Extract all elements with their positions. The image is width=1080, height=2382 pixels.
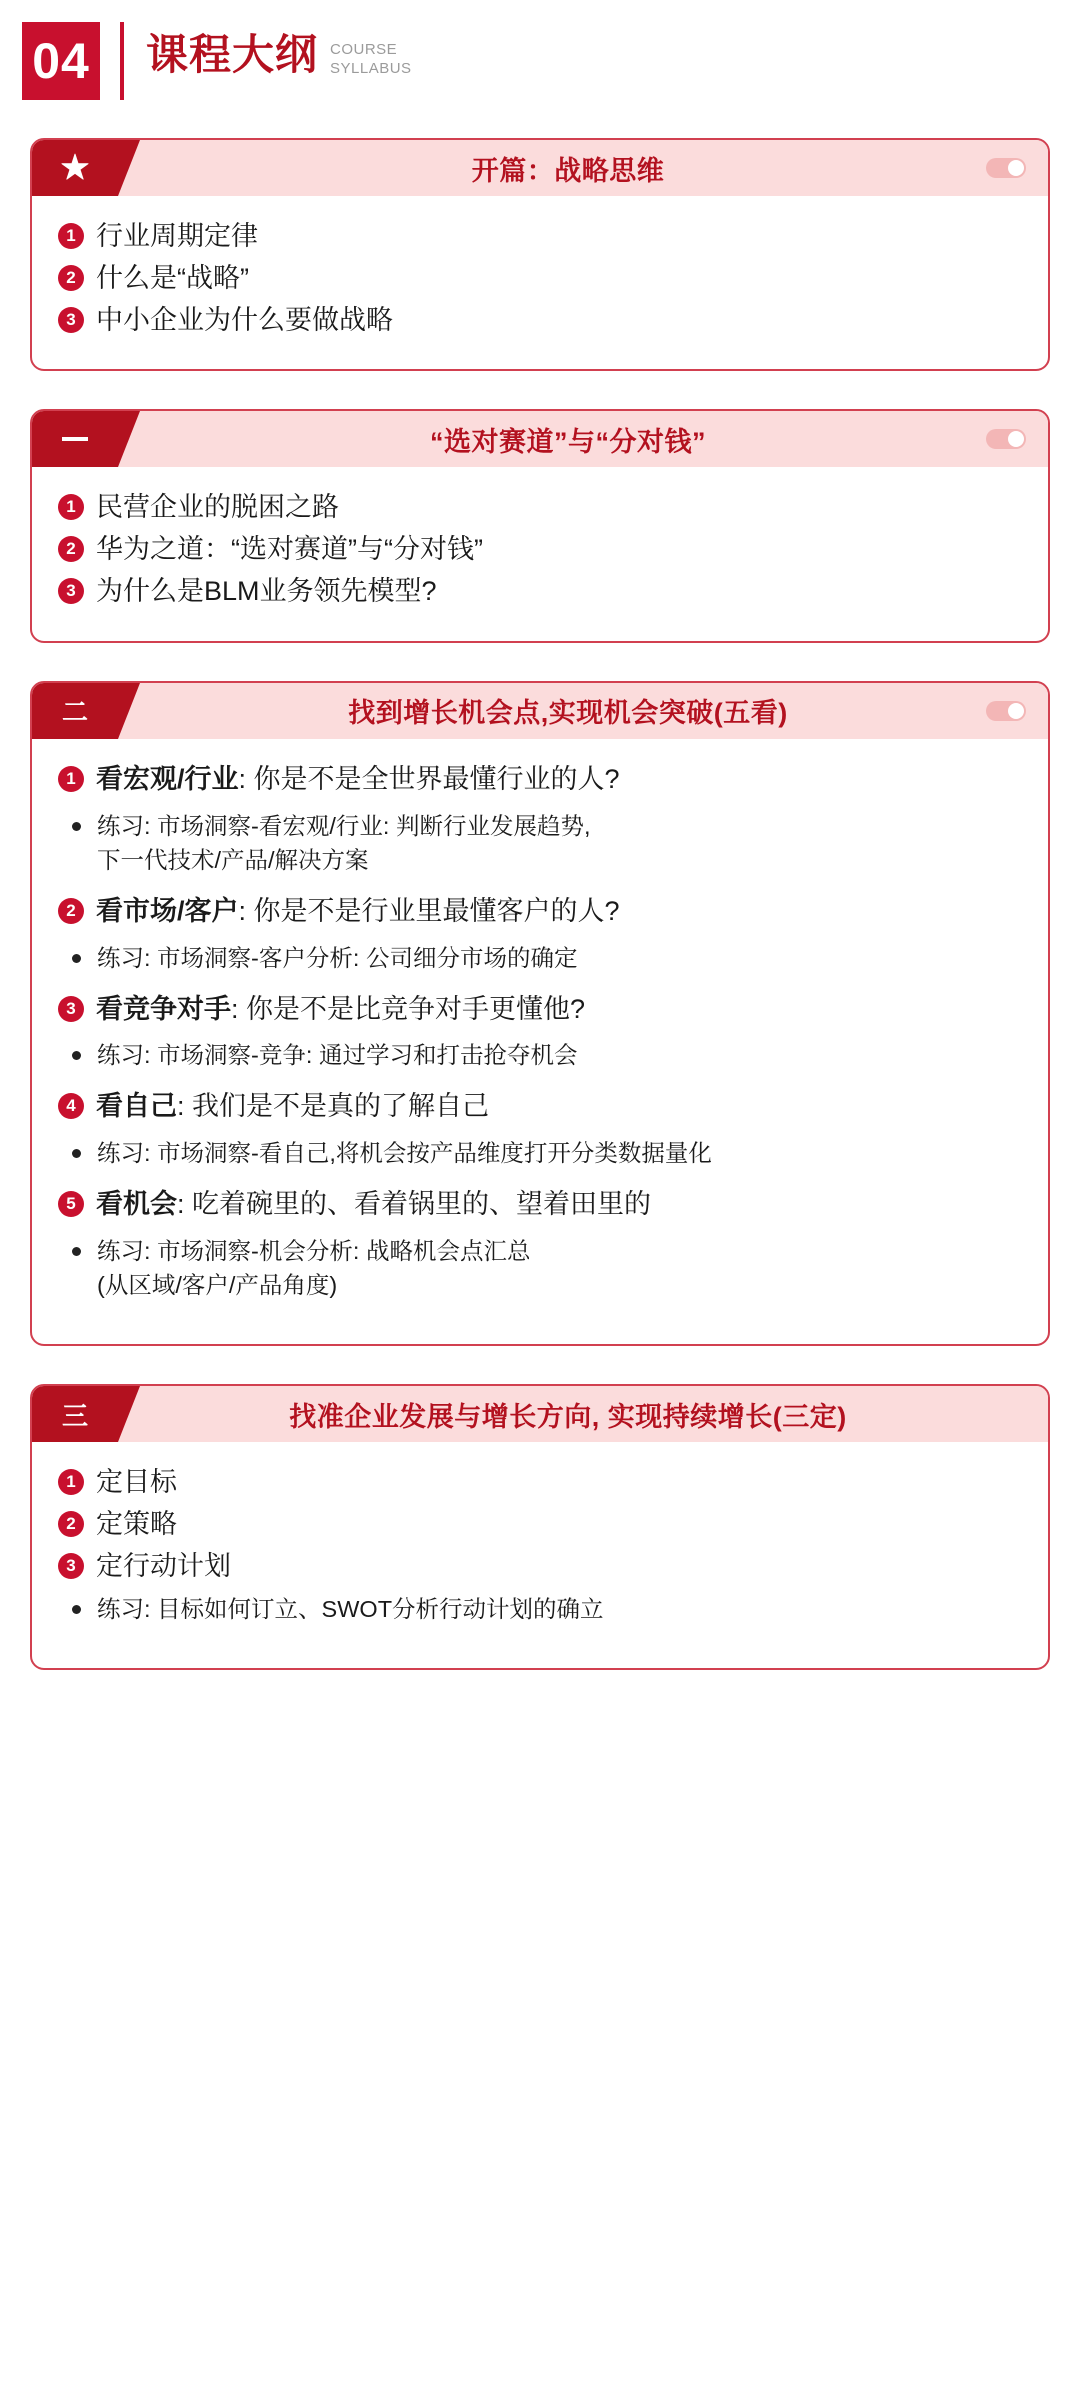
list-item bbox=[58, 893, 1022, 931]
section-body bbox=[32, 1442, 1048, 1667]
toggle-knob bbox=[1008, 703, 1024, 719]
item-number: 1 bbox=[58, 223, 84, 249]
page-header bbox=[0, 0, 1080, 100]
syllabus-section[interactable] bbox=[30, 138, 1050, 371]
section-tag bbox=[32, 411, 118, 467]
item-number: 2 bbox=[58, 536, 84, 562]
section-body bbox=[32, 739, 1048, 1344]
sub-list-item bbox=[62, 1136, 1022, 1170]
sub-item-line1: 练习: 市场洞察-机会分析: 战略机会点汇总 bbox=[97, 1238, 531, 1265]
item-number: 2 bbox=[58, 898, 84, 924]
list-item bbox=[58, 489, 1022, 527]
section-tag-label: 三 bbox=[61, 1400, 88, 1431]
item-label: 民营企业的脱困之路 bbox=[96, 492, 339, 523]
section-toggle[interactable] bbox=[986, 701, 1026, 721]
item-label: 中小企业为什么要做战略 bbox=[96, 304, 393, 335]
section-title: “选对赛道”与“分对钱” bbox=[430, 426, 706, 457]
section-toggle[interactable] bbox=[986, 429, 1026, 449]
toggle-knob bbox=[1008, 160, 1024, 176]
item-lead: 看宏观/行业 bbox=[96, 763, 239, 794]
list-item bbox=[58, 573, 1022, 611]
list-item bbox=[58, 1088, 1022, 1126]
list-item bbox=[58, 1506, 1022, 1544]
list-item bbox=[58, 260, 1022, 298]
sub-item-line2: (从区域/客户/产品角度) bbox=[97, 1272, 338, 1299]
item-label: 定目标 bbox=[96, 1467, 177, 1498]
syllabus-section[interactable] bbox=[30, 409, 1050, 642]
sub-list-item bbox=[62, 1592, 1022, 1626]
list-item bbox=[58, 531, 1022, 569]
item-label: 行业周期定律 bbox=[96, 221, 258, 251]
item-label: 定策略 bbox=[96, 1509, 177, 1539]
page-title: 课程大纲 bbox=[146, 31, 319, 78]
list-item bbox=[58, 1548, 1022, 1586]
bullet-icon bbox=[72, 1149, 81, 1158]
syllabus-list bbox=[0, 100, 1080, 1748]
section-body bbox=[32, 196, 1048, 369]
syllabus-section[interactable] bbox=[30, 681, 1050, 1346]
bullet-icon bbox=[72, 1605, 81, 1614]
item-number: 1 bbox=[58, 766, 84, 792]
item-rest: : 你是不是全世界最懂行业的人? bbox=[238, 763, 620, 794]
sub-item-label: 练习: 市场洞察-客户分析: 公司细分市场的确定 bbox=[97, 944, 578, 971]
list-item bbox=[58, 991, 1022, 1029]
syllabus-section[interactable] bbox=[30, 1384, 1050, 1669]
section-body bbox=[32, 467, 1048, 640]
section-title: 找到增长机会点,实现机会突破(五看) bbox=[348, 698, 788, 729]
item-label bbox=[96, 1186, 651, 1224]
section-tag bbox=[32, 683, 118, 739]
item-number: 3 bbox=[58, 578, 84, 604]
item-number: 1 bbox=[58, 494, 84, 520]
sub-item-line2: 下一代技术/产品/解决方案 bbox=[97, 846, 369, 873]
section-title: 找准企业发展与增长方向, 实现持续增长(三定) bbox=[289, 1401, 847, 1432]
item-rest: : 吃着碗里的、看着锅里的、望着田里的 bbox=[177, 1189, 652, 1220]
item-number: 3 bbox=[58, 996, 84, 1022]
section-header[interactable] bbox=[32, 1386, 1048, 1442]
item-rest: : 我们是不是真的了解自己 bbox=[177, 1091, 490, 1122]
bullet-icon bbox=[72, 1051, 81, 1060]
item-rest: : 你是不是行业里最懂客户的人? bbox=[238, 895, 620, 926]
bullet-icon bbox=[72, 954, 81, 963]
bullet-icon bbox=[72, 1247, 81, 1256]
list-item bbox=[58, 1464, 1022, 1502]
item-label: 什么是“战略” bbox=[96, 262, 249, 293]
item-number: 2 bbox=[58, 265, 84, 291]
section-header[interactable] bbox=[32, 683, 1048, 739]
sub-list-item bbox=[62, 1038, 1022, 1072]
bullet-icon bbox=[72, 822, 81, 831]
list-item bbox=[58, 1186, 1022, 1224]
item-number: 3 bbox=[58, 307, 84, 333]
section-number-badge: 04 bbox=[22, 22, 100, 100]
sub-item-label bbox=[97, 1234, 530, 1302]
section-tag-label: 二 bbox=[61, 697, 88, 728]
section-header[interactable] bbox=[32, 411, 1048, 467]
section-title: 开篇：战略思维 bbox=[471, 155, 665, 186]
item-lead: 看机会 bbox=[96, 1189, 177, 1220]
item-number: 4 bbox=[58, 1093, 84, 1119]
sub-item-label: 练习: 市场洞察-看自己,将机会按产品维度打开分类数据量化 bbox=[97, 1140, 712, 1167]
page-title-english bbox=[330, 32, 412, 79]
item-label bbox=[96, 1088, 489, 1126]
page-title-english-line2: SYLLABUS bbox=[330, 59, 412, 77]
header-divider bbox=[120, 22, 124, 100]
item-rest: : 你是不是比竞争对手更懂他? bbox=[231, 993, 586, 1024]
section-tag bbox=[32, 1386, 118, 1442]
section-header[interactable] bbox=[32, 140, 1048, 196]
item-lead: 看竞争对手 bbox=[96, 993, 231, 1024]
item-number: 2 bbox=[58, 1511, 84, 1537]
item-label bbox=[96, 893, 620, 931]
sub-item-label: 练习: 目标如何订立、SWOT分析行动计划的确立 bbox=[97, 1595, 604, 1622]
list-item bbox=[58, 218, 1022, 256]
item-lead: 看自己 bbox=[96, 1091, 177, 1122]
sub-item-label bbox=[97, 809, 591, 877]
star-icon: ★ bbox=[60, 152, 89, 183]
section-toggle[interactable] bbox=[986, 158, 1026, 178]
item-label bbox=[96, 991, 585, 1029]
dash-icon bbox=[62, 437, 88, 441]
sub-item-label: 练习: 市场洞察-竞争: 通过学习和打击抢夺机会 bbox=[97, 1042, 578, 1069]
item-number: 5 bbox=[58, 1191, 84, 1217]
sub-list-item bbox=[62, 1234, 1022, 1302]
item-label: 为什么是BLM业务领先模型? bbox=[96, 575, 437, 606]
item-label bbox=[96, 761, 620, 799]
list-item bbox=[58, 302, 1022, 340]
item-number: 3 bbox=[58, 1553, 84, 1579]
toggle-knob bbox=[1008, 431, 1024, 447]
item-label: 华为之道：“选对赛道”与“分对钱” bbox=[96, 534, 483, 565]
section-tag bbox=[32, 140, 118, 196]
item-label: 定行动计划 bbox=[96, 1550, 231, 1581]
list-item bbox=[58, 761, 1022, 799]
header-text bbox=[146, 22, 412, 79]
sub-list-item bbox=[62, 809, 1022, 877]
item-lead: 看市场/客户 bbox=[96, 895, 239, 926]
sub-list-item bbox=[62, 941, 1022, 975]
page-title-english-line1: COURSE bbox=[330, 41, 398, 58]
sub-item-line1: 练习: 市场洞察-看宏观/行业: 判断行业发展趋势, bbox=[97, 812, 591, 839]
item-number: 1 bbox=[58, 1469, 84, 1495]
